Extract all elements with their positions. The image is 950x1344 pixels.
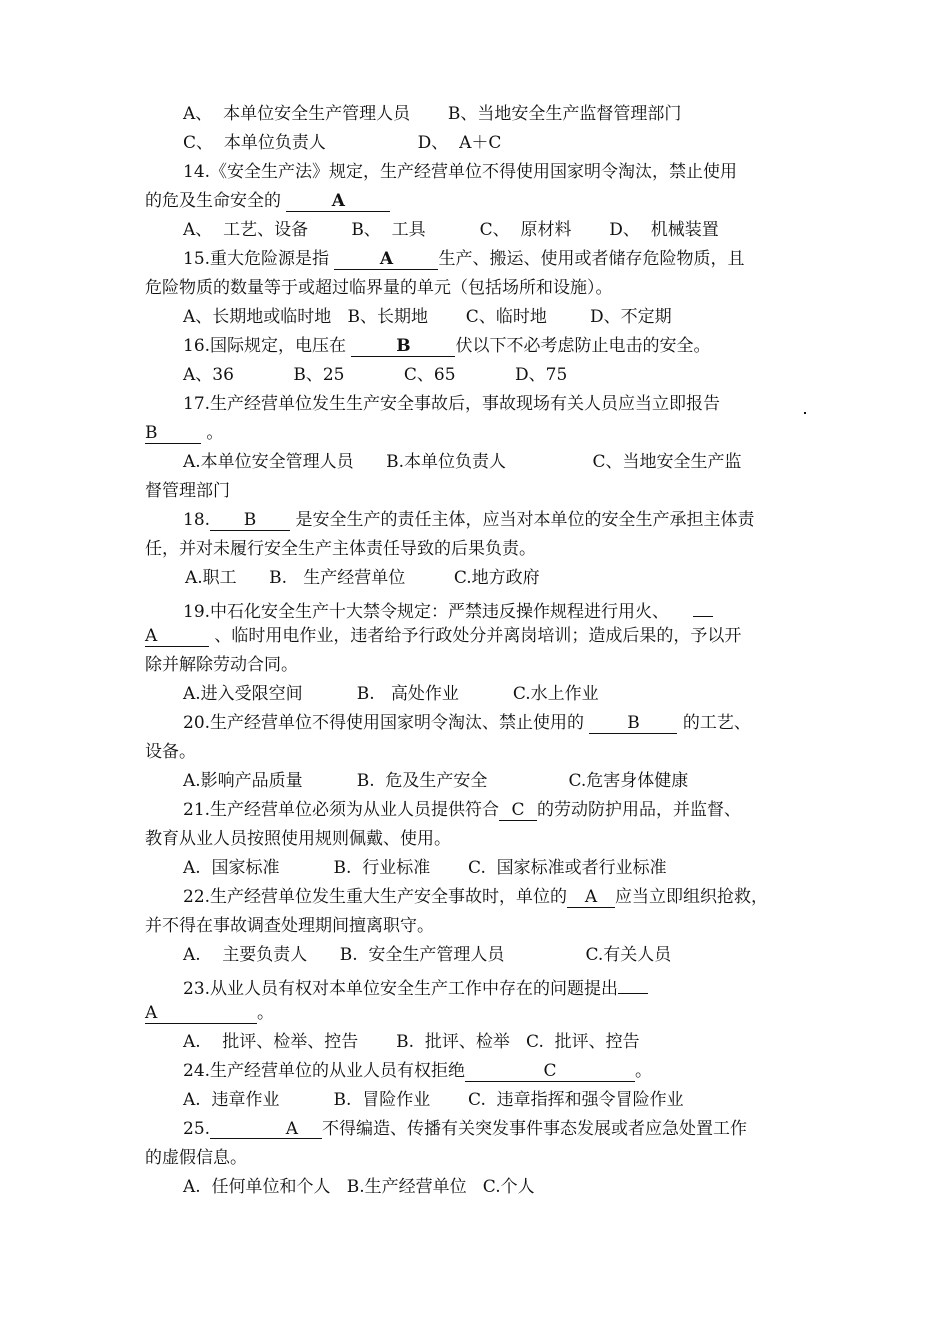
q13-options-cd: C、 本单位负责人 D、 A＋C xyxy=(183,133,502,153)
q20-stem-cont: 设备。 xyxy=(145,742,196,762)
q18-answer-blank: B xyxy=(210,510,290,531)
q17-stem-cont: B 。 xyxy=(145,423,224,443)
q21-stem: 21.生产经营单位必须为从业人员提供符合 C 的劳动防护用品，并监督、 xyxy=(183,800,742,820)
q19-stem-end: 除并解除劳动合同。 xyxy=(145,655,298,675)
q19-answer-blank: A xyxy=(145,626,209,647)
q15-stem-cont: 危险物质的数量等于或超过临界量的单元（包括场所和设施）。 xyxy=(145,278,613,298)
q24-answer-blank: C xyxy=(465,1061,635,1082)
q25-options: A. 任何单位和个人 B.生产经营单位 C.个人 xyxy=(183,1177,535,1197)
q13-options-ab: A、 本单位安全生产管理人员 B、当地安全生产监督管理部门 xyxy=(183,104,682,124)
q18-stem-cont: 任，并对未履行安全生产主体责任导致的后果负责。 xyxy=(145,539,536,559)
q15-answer-blank: A xyxy=(334,249,438,270)
q19-options: A.进入受限空间 B. 高处作业 C.水上作业 xyxy=(183,684,599,704)
q25-answer-blank: A xyxy=(210,1119,322,1139)
q15-options: A、长期地或临时地 B、长期地 C、临时地 D、不定期 xyxy=(183,307,672,327)
q25-stem: 25. A 不得编造、传播有关突发事件事态发展或者应急处置工作 xyxy=(183,1119,748,1139)
q19-blank-start xyxy=(693,596,713,617)
q19-stem: 19.中石化安全生产十大禁令规定：严禁违反操作规程进行用火、 xyxy=(183,596,713,623)
q24-stem: 24.生产经营单位的从业人员有权拒绝 C 。 xyxy=(183,1061,653,1081)
q14-stem: 14.《安全生产法》规定，生产经营单位不得使用国家明令淘汰，禁止使用 xyxy=(183,162,738,182)
q23-stem-cont: A 。 xyxy=(145,1003,274,1023)
q19-stem-cont: A 、临时用电作业，违者给予行政处分并离岗培训；造成后果的，予以开 xyxy=(145,626,742,646)
q16-answer-blank: B xyxy=(351,336,455,357)
q22-options: A. 主要负责人 B. 安全生产管理人员 C.有关人员 xyxy=(183,945,672,965)
q20-answer-blank: B xyxy=(589,713,677,734)
stray-dot xyxy=(804,412,806,414)
q23-options: A. 批评、检举、控告 B. 批评、检举 C. 批评、控告 xyxy=(183,1032,640,1052)
q23-answer-blank: A xyxy=(145,1003,257,1024)
q22-stem-cont: 并不得在事故调查处理期间擅离职守。 xyxy=(145,916,434,936)
q20-options: A.影响产品质量 B. 危及生产安全 C.危害身体健康 xyxy=(183,771,689,791)
q23-stem: 23.从业人员有权对本单位安全生产工作中存在的问题提出 xyxy=(183,973,648,1000)
q16-stem: 16.国际规定，电压在 B 伏以下不必考虑防止电击的安全。 xyxy=(183,336,711,356)
q16-options: A、36 B、25 C、65 D、75 xyxy=(183,365,568,385)
q18-options: A.职工 B. 生产经营单位 C.地方政府 xyxy=(185,568,540,588)
q17-options: A.本单位安全管理人员 B.本单位负责人 C、当地安全生产监 xyxy=(183,452,742,472)
q14-options: A、 工艺、设备 B、 工具 C、 原材料 D、 机械装置 xyxy=(183,220,719,240)
q18-stem: 18. B 是安全生产的责任主体，应当对本单位的安全生产承担主体责 xyxy=(183,510,755,530)
q14-stem-cont: 的危及生命安全的 A xyxy=(145,190,390,212)
q23-blank-start xyxy=(618,973,648,994)
q22-stem: 22.生产经营单位发生重大生产安全事故时，单位的 A 应当立即组织抢救， xyxy=(183,887,769,907)
q20-stem: 20.生产经营单位不得使用国家明令淘汰、禁止使用的 B 的工艺、 xyxy=(183,713,751,733)
q14-answer-blank: A xyxy=(286,191,390,212)
q21-stem-cont: 教育从业人员按照使用规则佩戴、使用。 xyxy=(145,829,451,849)
q17-answer-blank: B xyxy=(145,423,201,444)
q15-stem: 15.重大危险源是指 A 生产、搬运、使用或者储存危险物质，且 xyxy=(183,249,745,269)
q22-answer-blank: A xyxy=(567,887,615,908)
q21-answer-blank: C xyxy=(499,800,537,821)
q24-options: A. 违章作业 B. 冒险作业 C. 违章指挥和强令冒险作业 xyxy=(183,1090,684,1110)
q21-options: A. 国家标准 B. 行业标准 C. 国家标准或者行业标准 xyxy=(183,858,667,878)
q17-options-cont: 督管理部门 xyxy=(145,481,230,501)
q17-stem: 17.生产经营单位发生生产安全事故后，事故现场有关人员应当立即报告 xyxy=(183,394,721,414)
q25-stem-cont: 的虚假信息。 xyxy=(145,1148,247,1168)
